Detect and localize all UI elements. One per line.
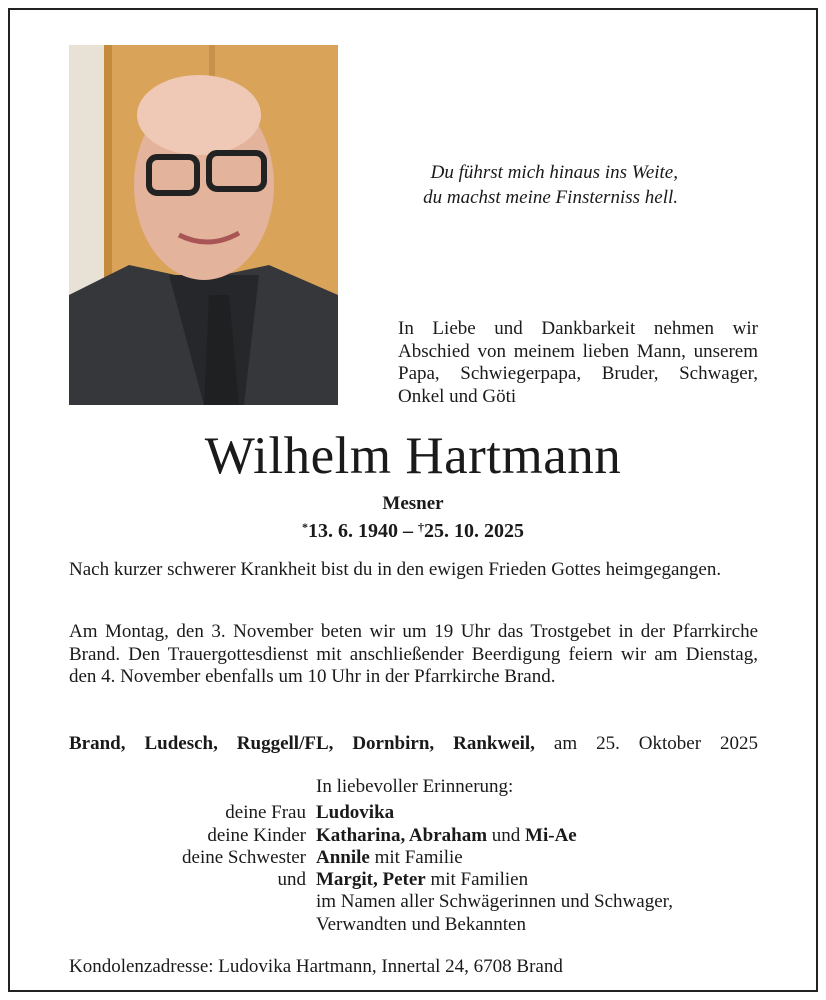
family-row: deine Frau Ludovika (225, 802, 395, 824)
family-row: deine Schwester Annile mit Familie (182, 846, 463, 868)
family-heading: In liebevoller Erinnerung: (316, 776, 514, 797)
place-date: Brand, Ludesch, Ruggell/FL, Dornbirn, Rankweil, am 25. Oktober 2025 (69, 733, 759, 754)
condolence-address: Kondolenzadresse: Ludovika Hartmann, Innertal 24, 6708 Brand (69, 956, 563, 977)
family-section: In liebevoller Erinnerung: deine Frau Ludovika deine Kinder Katharina, Abraham und Mi-Ae deine Schwester Annile mit Familie und Margit, Peter mit Familien im Namen aller Schwägerinnen und Schwager, Verwandten und Bekannten (69, 776, 776, 936)
portrait-photo (69, 45, 338, 405)
deceased-name: Wilhelm Hartmann (204, 427, 622, 485)
quote: Du führst mich hinaus ins Weite, du machst meine Finsterniss hell. (423, 162, 678, 208)
life-dates: *13. 6. 1940 – †25. 10. 2025 (302, 520, 524, 542)
family-row: und Margit, Peter mit Familien (277, 869, 529, 891)
service-text: Am Montag, den 3. November beten wir um 19 Uhr das Trostgebet in der Pfarrkirche Brand. Den Trauergottesdienst mit anschließender Beerdigung feiern wir am Dienstag, den 4. November ebenfalls um 10 Uhr in der Pfarrkirche Brand. (69, 621, 758, 687)
passing-text: Nach kurzer schwerer Krankheit bist du in den ewigen Frieden Gottes heimgegangen. (69, 559, 722, 580)
intro-text: In Liebe und Dankbarkeit nehmen wir Abschied von meinem lieben Mann, unserem Papa, Schwiegerpapa, Bruder, Schwager, Onkel und Göti (398, 318, 758, 407)
family-row: deine Kinder Katharina, Abraham und Mi-Ae (207, 824, 577, 846)
deceased-role: Mesner (382, 493, 444, 514)
